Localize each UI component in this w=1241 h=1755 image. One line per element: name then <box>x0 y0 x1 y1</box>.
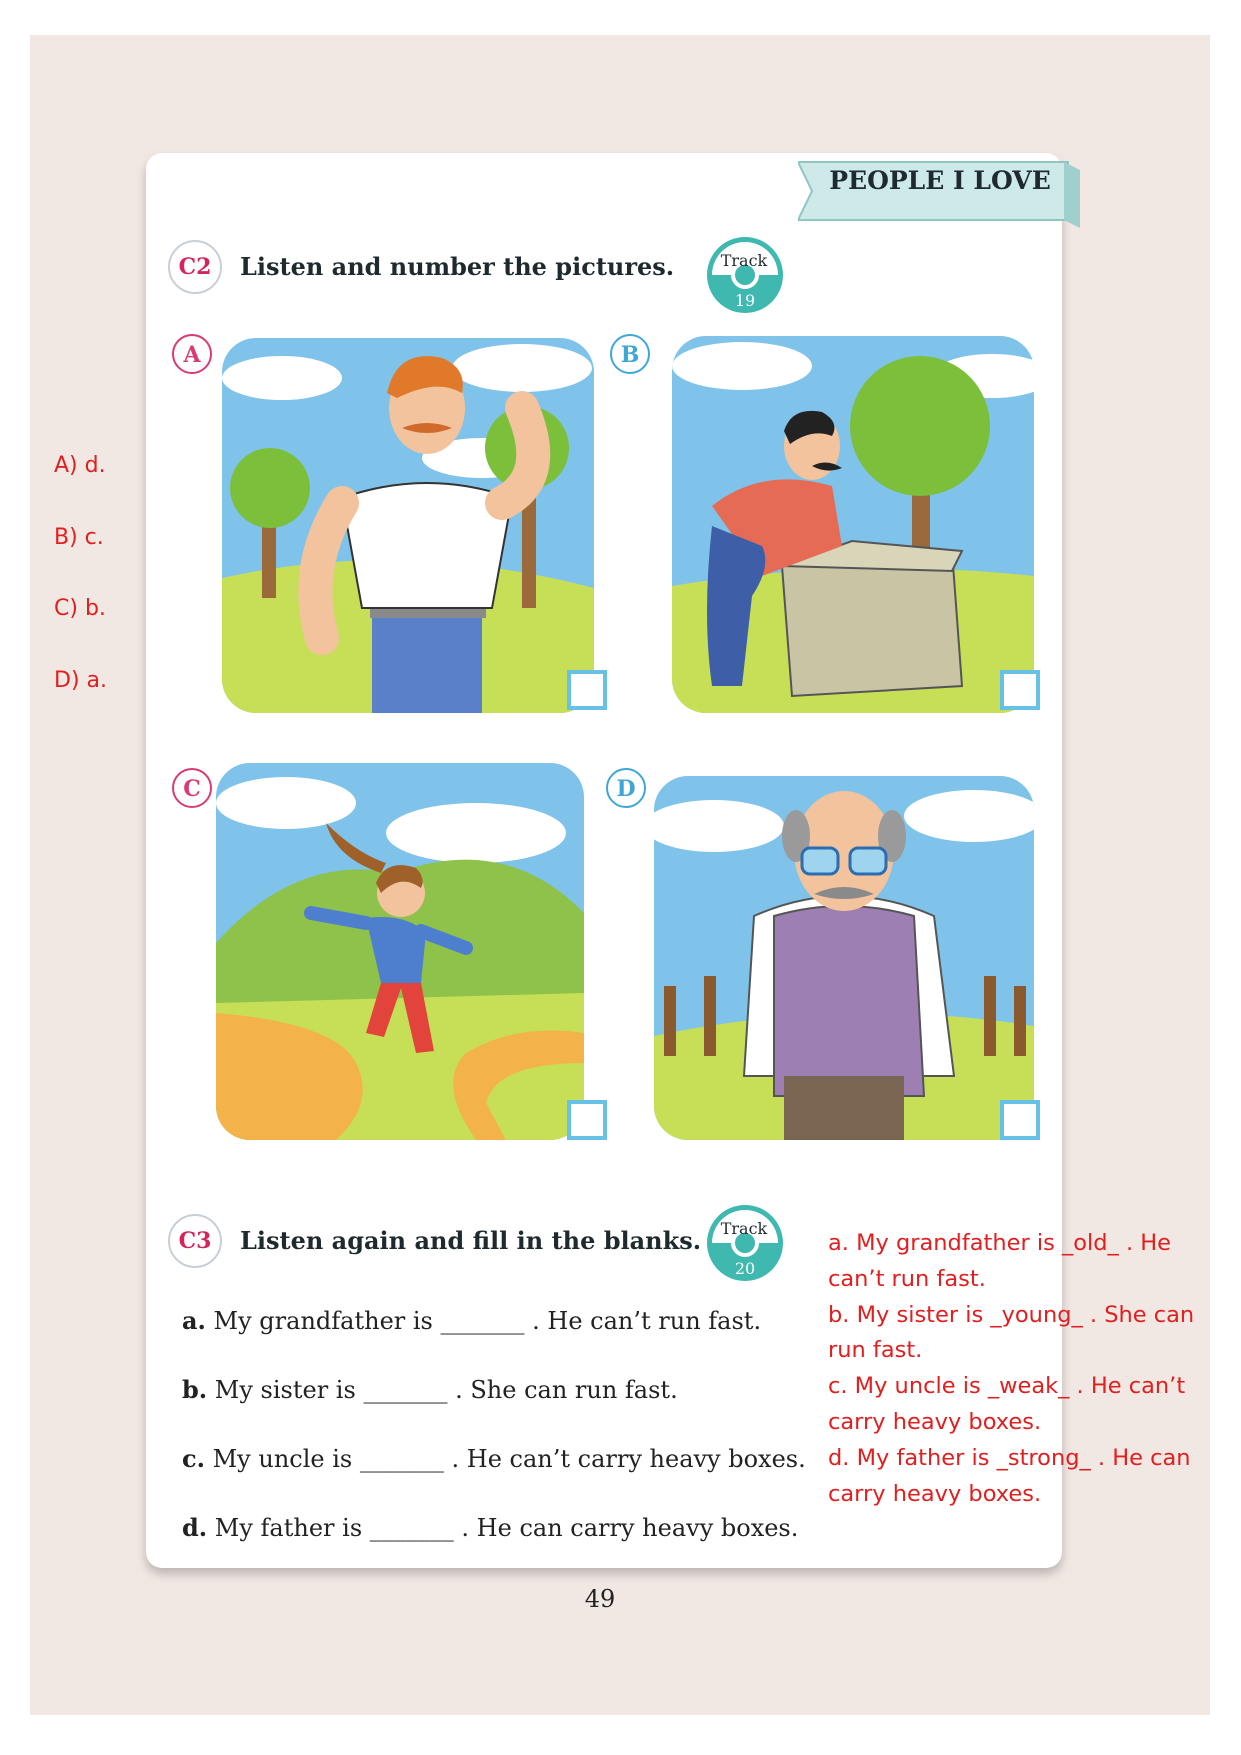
picture-b-label: B <box>610 334 650 374</box>
fill-answer-d: d. My father is _strong_ . He can carry heavy boxes. <box>828 1444 1191 1507</box>
fill-item-c-letter: c. <box>182 1444 205 1473</box>
section-c3-badge: C3 <box>168 1214 222 1268</box>
fill-item-b <box>182 1375 678 1404</box>
fill-item-c <box>182 1444 806 1473</box>
fill-item-c-after: . He can’t carry heavy boxes. <box>451 1445 806 1473</box>
page-number: 49 <box>584 1585 616 1613</box>
fill-item-d-after: . He can carry heavy boxes. <box>461 1514 799 1542</box>
fill-item-a-letter: a. <box>182 1306 206 1335</box>
picture-d-answer-box[interactable] <box>1000 1100 1040 1140</box>
section-c2-badge: C2 <box>168 240 222 294</box>
picture-man-lifting-box <box>672 336 1034 713</box>
picture-strong-man <box>222 338 594 713</box>
track-20-number: 20 <box>734 1259 756 1278</box>
fill-item-a <box>182 1306 761 1335</box>
fill-answer-c: c. My uncle is _weak_ . He can’t carry heavy boxes. <box>828 1373 1186 1435</box>
section-c3-title: Listen again and fill in the blanks. <box>240 1226 702 1255</box>
matching-answer-d: D) a. <box>54 668 107 693</box>
fill-item-b-letter: b. <box>182 1375 208 1404</box>
track-19-word: Track <box>720 251 768 270</box>
picture-a-label: A <box>172 334 212 374</box>
fill-item-a-after: . He can’t run fast. <box>532 1307 762 1335</box>
picture-c-label: C <box>172 768 212 808</box>
picture-old-man <box>654 776 1034 1140</box>
fill-answers-block <box>828 1226 1208 1512</box>
ribbon-title: PEOPLE I LOVE <box>829 166 1051 195</box>
fill-item-d <box>182 1513 798 1542</box>
fill-item-a-blank: _______ <box>440 1307 525 1335</box>
matching-answer-c: C) b. <box>54 596 106 621</box>
matching-answer-a: A) d. <box>54 453 106 478</box>
fill-item-b-after: . She can run fast. <box>455 1376 678 1404</box>
track-19-number: 19 <box>734 291 756 310</box>
fill-answer-a: a. My grandfather is _old_ . He can’t run fast. <box>828 1230 1172 1292</box>
picture-c-answer-box[interactable] <box>567 1100 607 1140</box>
fill-item-d-letter: d. <box>182 1513 208 1542</box>
fill-item-a-before: My grandfather is <box>213 1307 433 1335</box>
fill-item-b-before: My sister is <box>214 1376 356 1404</box>
track-20-word: Track <box>720 1219 768 1238</box>
track-19-disc-icon[interactable] <box>706 236 784 314</box>
section-c2-title: Listen and number the pictures. <box>240 252 675 281</box>
picture-a-answer-box[interactable] <box>567 670 607 710</box>
picture-d-label: D <box>606 768 646 808</box>
fill-item-b-blank: _______ <box>363 1376 448 1404</box>
picture-b-answer-box[interactable] <box>1000 670 1040 710</box>
picture-running-girl <box>216 763 584 1140</box>
fill-answer-b: b. My sister is _young_ . She can run fast. <box>828 1301 1195 1364</box>
fill-item-c-blank: _______ <box>359 1445 444 1473</box>
fill-item-c-before: My uncle is <box>212 1445 353 1473</box>
matching-answer-b: B) c. <box>54 525 104 550</box>
fill-item-d-before: My father is <box>214 1514 363 1542</box>
track-20-disc-icon[interactable] <box>706 1204 784 1282</box>
fill-item-d-blank: _______ <box>369 1514 454 1542</box>
